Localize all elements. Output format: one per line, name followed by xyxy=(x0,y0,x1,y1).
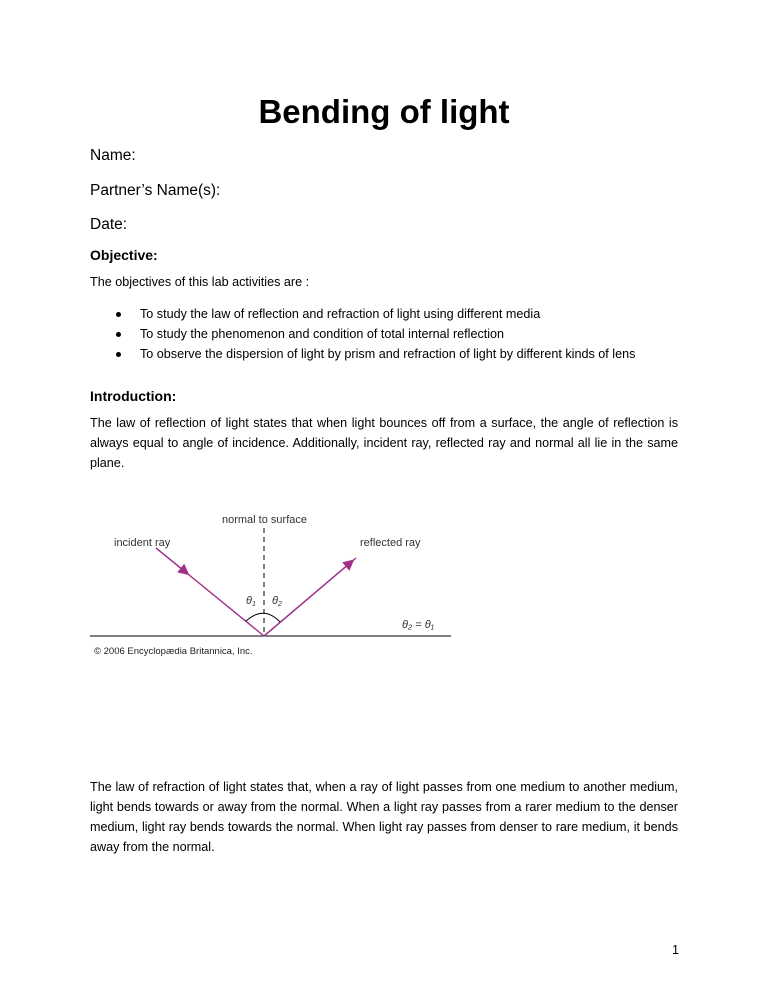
bullet-icon xyxy=(116,332,121,337)
partners-field-label: Partner’s Name(s): xyxy=(90,182,221,199)
objective-heading: Objective: xyxy=(90,247,158,263)
normal-label: normal to surface xyxy=(222,514,307,526)
bullet-icon xyxy=(116,312,121,317)
refraction-paragraph: The law of refraction of light states that, when a ray of light passes from one medium to another medium, light bends towards or away from the normal. When a light ray passes from a rarer medium to the denser medium, light ray bends towards the normal. When light ray passes from denser to rare medium, it bends away from the normal. xyxy=(90,780,678,854)
bullet-icon xyxy=(116,352,121,357)
list-item: To observe the dispersion of light by prism and refraction of light by different kinds of lens xyxy=(116,344,635,364)
list-item: To study the phenomenon and condition of total internal reflection xyxy=(116,324,635,344)
date-field-label: Date: xyxy=(90,216,128,233)
reflection-paragraph: The law of reflection of light states that when light bounces off from a surface, the angle of reflection is always equal to angle of incidence. Additionally, incident ray, reflected ray and normal all lie in the same plane. xyxy=(90,416,678,470)
introduction-heading: Introduction: xyxy=(90,388,177,404)
theta1-label: θ1 xyxy=(246,595,256,608)
theta2-label: θ2 xyxy=(272,595,282,608)
page-title: Bending of light xyxy=(258,93,510,130)
reflection-diagram xyxy=(88,508,454,664)
page-number: 1 xyxy=(672,943,680,957)
angle-arc xyxy=(246,613,280,622)
copyright-credit: © 2006 Encyclopædia Britannica, Inc. xyxy=(94,646,253,657)
objective-intro: The objectives of this lab activities are : xyxy=(90,275,310,289)
reflected-label: reflected ray xyxy=(360,537,421,549)
incident-arrow xyxy=(156,548,185,572)
incident-label: incident ray xyxy=(114,537,171,549)
equation-label: θ₂ = θ₁ xyxy=(402,619,435,631)
name-field-label: Name: xyxy=(90,147,136,164)
list-item: To study the law of reflection and refraction of light using different media xyxy=(116,304,635,324)
objective-list xyxy=(116,304,635,364)
